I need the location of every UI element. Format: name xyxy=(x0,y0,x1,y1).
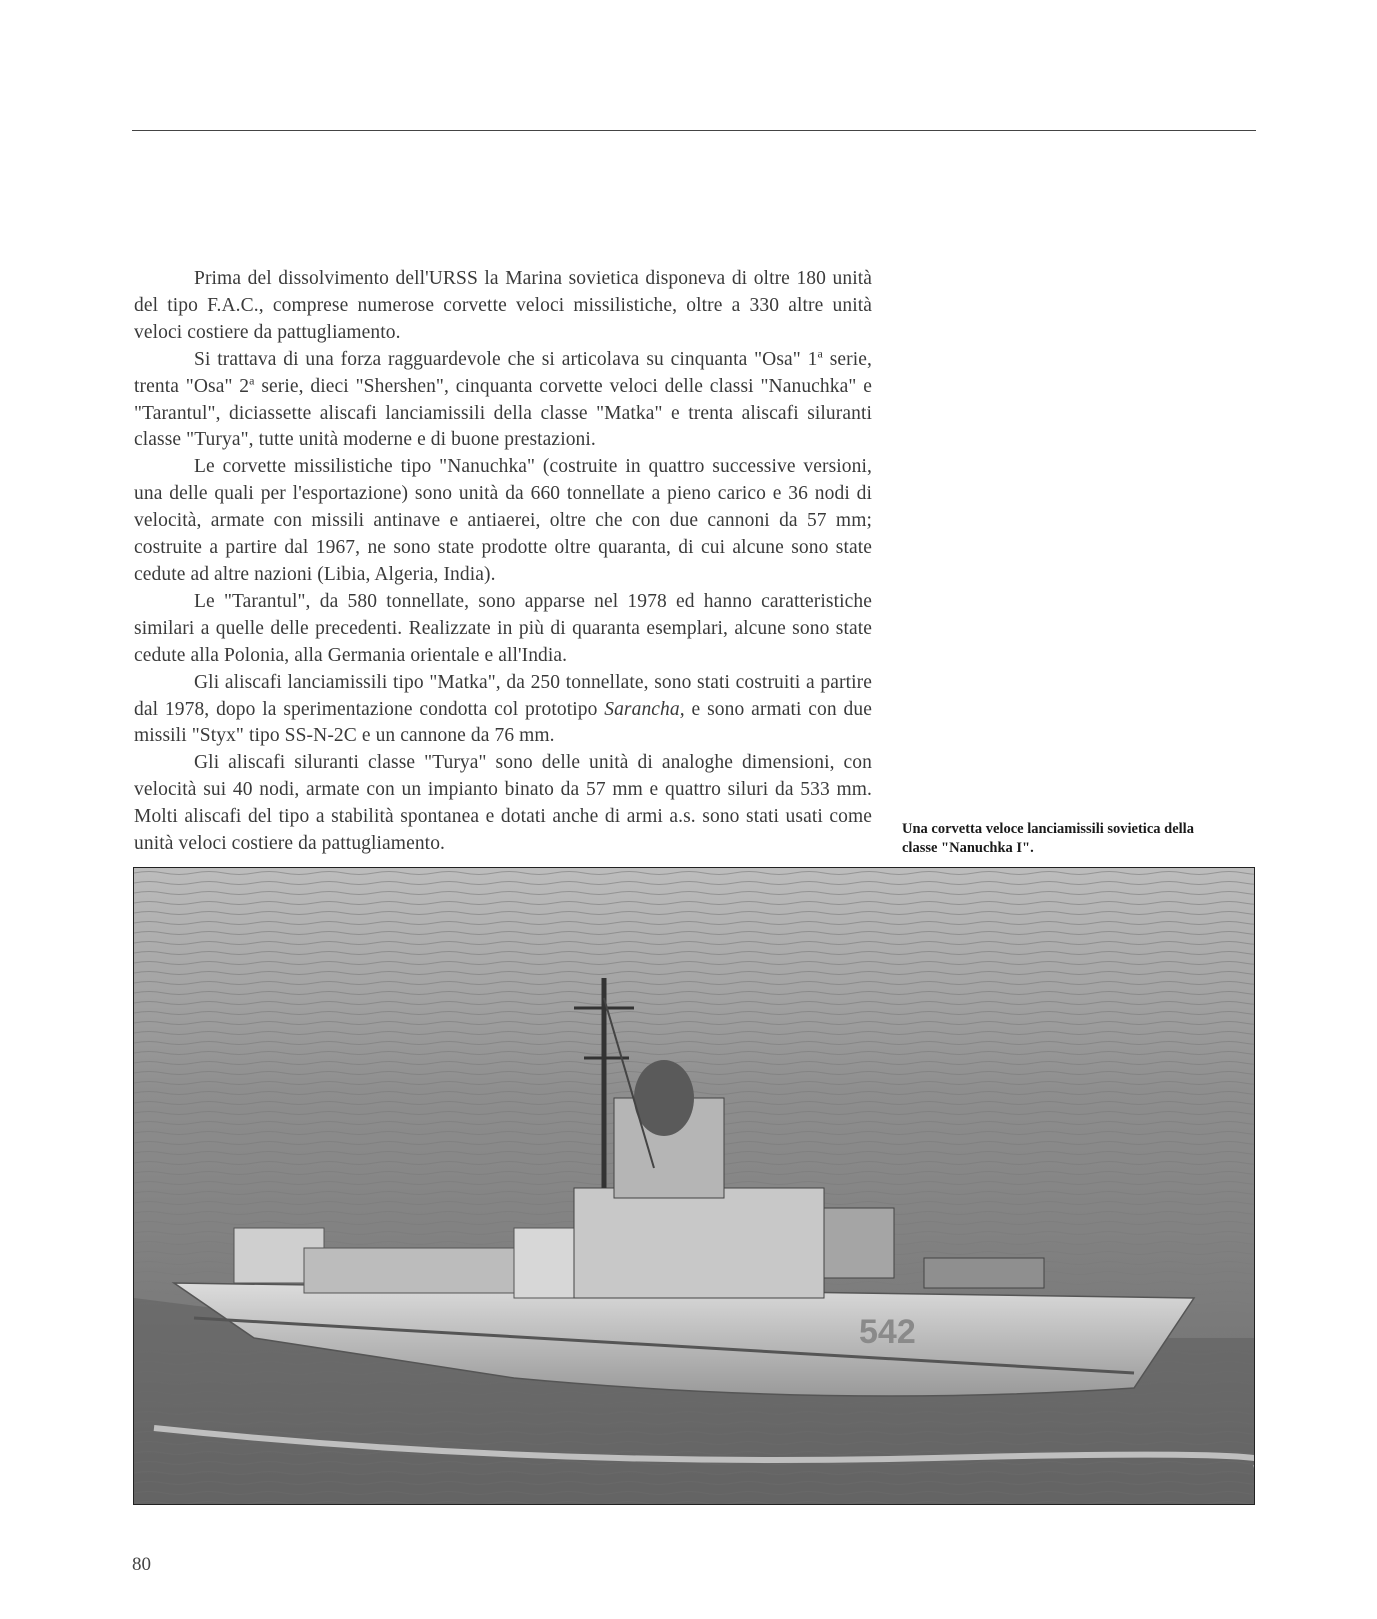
superscript-1: a xyxy=(817,346,823,361)
paragraph-4: Le "Tarantul", da 580 tonnellate, sono apparse nel 1978 ed hanno caratteristiche similari a quelle delle precedenti. Realizzate in più di quaranta esemplari, alcune sono state cedute alla Polonia, alla Germania orientale e all'India. xyxy=(134,590,872,666)
ship-photo-image xyxy=(134,868,1254,1504)
paragraph-5 xyxy=(134,670,872,751)
hull-number: 542 xyxy=(859,1313,916,1351)
top-rule xyxy=(132,130,1256,131)
superscript-2: a xyxy=(249,373,255,388)
ship-photo xyxy=(133,867,1255,1505)
paragraph-1: Prima del dissolvimento dell'URSS la Marina sovietica disponeva di oltre 180 unità del tipo F.A.C., comprese numerose corvette veloci missilistiche, oltre a 330 altre unità veloci costiere da pattugliamento. xyxy=(134,268,872,343)
paragraph-2 xyxy=(134,347,872,455)
photo-caption: Una corvetta veloce lanciamissili sovietica della classe "Nanuchka I". xyxy=(902,821,1194,856)
paragraph-5-text-a: Gli aliscafi lanciamissili tipo "Matka", da 250 tonnellate, sono stati costruiti a partire dal 1978, dopo la sperimentazione condotta col prototipo xyxy=(134,671,872,720)
paragraph-3: Le corvette missilistiche tipo "Nanuchka" (costruite in quattro successive versioni, una delle quali per l'esportazione) sono unità da 660 tonnellate a pieno carico e 36 nodi di velocità, armate con missili antinave e antiaerei, oltre che con due cannoni da 57 mm; costruite a partire dal 1967, ne sono state prodotte oltre quaranta, di cui alcune sono state cedute ad altre nazioni (Libia, Algeria, India). xyxy=(134,456,872,585)
page-number: 80 xyxy=(132,1554,151,1575)
prototype-name: Sarancha, xyxy=(604,698,685,720)
paragraph-2-text-c: serie, dieci "Shershen", cinquanta corvette veloci delle classi "Nanuchka" e "Tarantul", diciassette aliscafi lanciamissili della classe "Matka" e trenta aliscafi siluranti classe "Turya", tutte unità moderne e di buone prestazioni. xyxy=(134,375,872,451)
paragraph-6: Gli aliscafi siluranti classe "Turya" sono delle unità di analoghe dimensioni, con velocità sui 40 nodi, armate con un impianto binato da 57 mm e quattro siluri da 533 mm. Molti aliscafi del tipo a stabilità spontanea e dotati anche di armi a.s. sono stati usati come unità veloci costiere da pattugliamento. xyxy=(134,752,872,855)
paragraph-5-text-b: e sono armati con due missili "Styx" tipo SS-N-2C e un cannone da 76 mm. xyxy=(134,698,872,747)
paragraph-2-text-b: serie, trenta "Osa" 2 xyxy=(134,348,872,397)
body-text xyxy=(134,266,872,858)
paragraph-2-text-a: Si trattava di una forza ragguardevole che si articolava su cinquanta "Osa" 1 xyxy=(194,348,818,370)
